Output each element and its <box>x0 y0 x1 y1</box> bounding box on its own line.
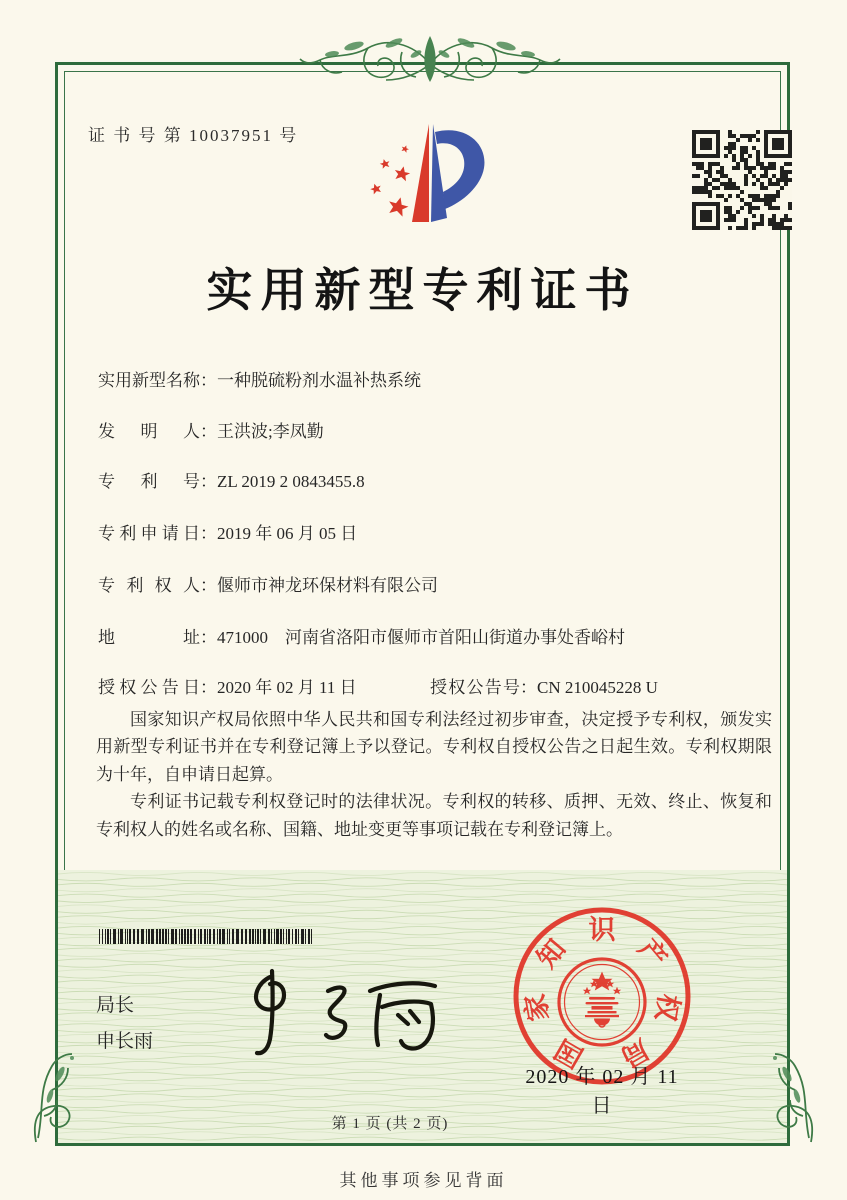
field-label: 实用新型名称 <box>98 371 200 390</box>
field-colon: ： <box>200 422 217 441</box>
field-value: CN 210045228 U <box>537 678 658 697</box>
field-colon: ： <box>200 576 217 595</box>
field-label: 专利权人 <box>98 576 200 595</box>
cnipa-logo-icon <box>352 112 512 237</box>
certificate-title: 实用新型专利证书 <box>206 265 639 316</box>
field-grant-number <box>430 673 658 698</box>
field-value: ZL 2019 2 0843455.8 <box>217 472 365 491</box>
field-value: 2019 年 06 月 05 日 <box>217 524 358 543</box>
field-row-patentee <box>98 571 778 596</box>
field-colon: ： <box>200 678 217 697</box>
field-label: 专利申请日 <box>98 524 200 543</box>
back-side-note: 其他事项参见背面 <box>339 1171 508 1190</box>
svg-text:家: 家 <box>519 991 555 1024</box>
svg-text:国: 国 <box>549 1033 589 1073</box>
svg-text:产: 产 <box>632 933 673 974</box>
field-label: 发明人 <box>98 422 200 441</box>
page-number: 第 1 页 (共 2 页) <box>331 1116 449 1132</box>
seal-date: 2020 年 02 月 11 日 <box>525 1066 679 1117</box>
field-label: 地址 <box>98 628 200 647</box>
field-colon: ： <box>520 678 537 697</box>
field-value: 一种脱硫粉剂水温补热系统 <box>217 371 421 390</box>
field-row-inventor <box>98 417 778 442</box>
field-value: 王洪波;李凤勤 <box>217 422 324 441</box>
barcode-icon <box>98 929 318 944</box>
svg-text:知: 知 <box>531 933 572 974</box>
field-colon: ： <box>200 472 217 491</box>
field-label: 授权公告日 <box>98 678 200 697</box>
svg-text:权: 权 <box>649 991 685 1024</box>
vine-ornament-icon <box>298 30 562 92</box>
field-value: 偃师市神龙环保材料有限公司 <box>217 576 438 595</box>
legal-paragraph-2: 专利证书记载专利权登记时的法律状况。专利权的转移、质押、无效、终止、恢复和专利权人的姓名或名称、国籍、地址变更等事项记载在专利登记簿上。 <box>96 792 772 839</box>
legal-text-block <box>96 706 772 843</box>
svg-text:识: 识 <box>588 915 616 945</box>
field-value: 471000 河南省洛阳市偃师市首阳山街道办事处香峪村 <box>217 628 625 647</box>
legal-paragraph-1: 国家知识产权局依照中华人民共和国专利法经过初步审查，决定授予专利权，颁发实用新型专利证书并在专利登记簿上予以登记。专利权自授权公告之日起生效。专利权期限为十年，自申请日起算。 <box>96 710 772 784</box>
certificate-number: 证 书 号 第 10037951 号 <box>88 126 299 145</box>
field-value: 2020 年 02 月 11 日 <box>217 678 357 697</box>
field-colon: ： <box>200 628 217 647</box>
director-title: 局长 <box>96 995 135 1016</box>
field-row-address <box>98 623 778 648</box>
director-signature-handwriting <box>232 965 442 1057</box>
field-label: 授权公告号 <box>430 678 520 697</box>
director-name: 申长雨 <box>96 1031 154 1052</box>
field-row-patent-no <box>98 467 778 492</box>
field-colon: ： <box>200 524 217 543</box>
qr-code-icon <box>692 130 792 230</box>
field-row-name <box>98 366 778 391</box>
field-row-grant <box>98 673 778 698</box>
field-colon: ： <box>200 371 217 390</box>
field-label: 专利号 <box>98 472 200 491</box>
field-row-filing-date <box>98 519 778 544</box>
svg-text:局: 局 <box>615 1033 655 1073</box>
